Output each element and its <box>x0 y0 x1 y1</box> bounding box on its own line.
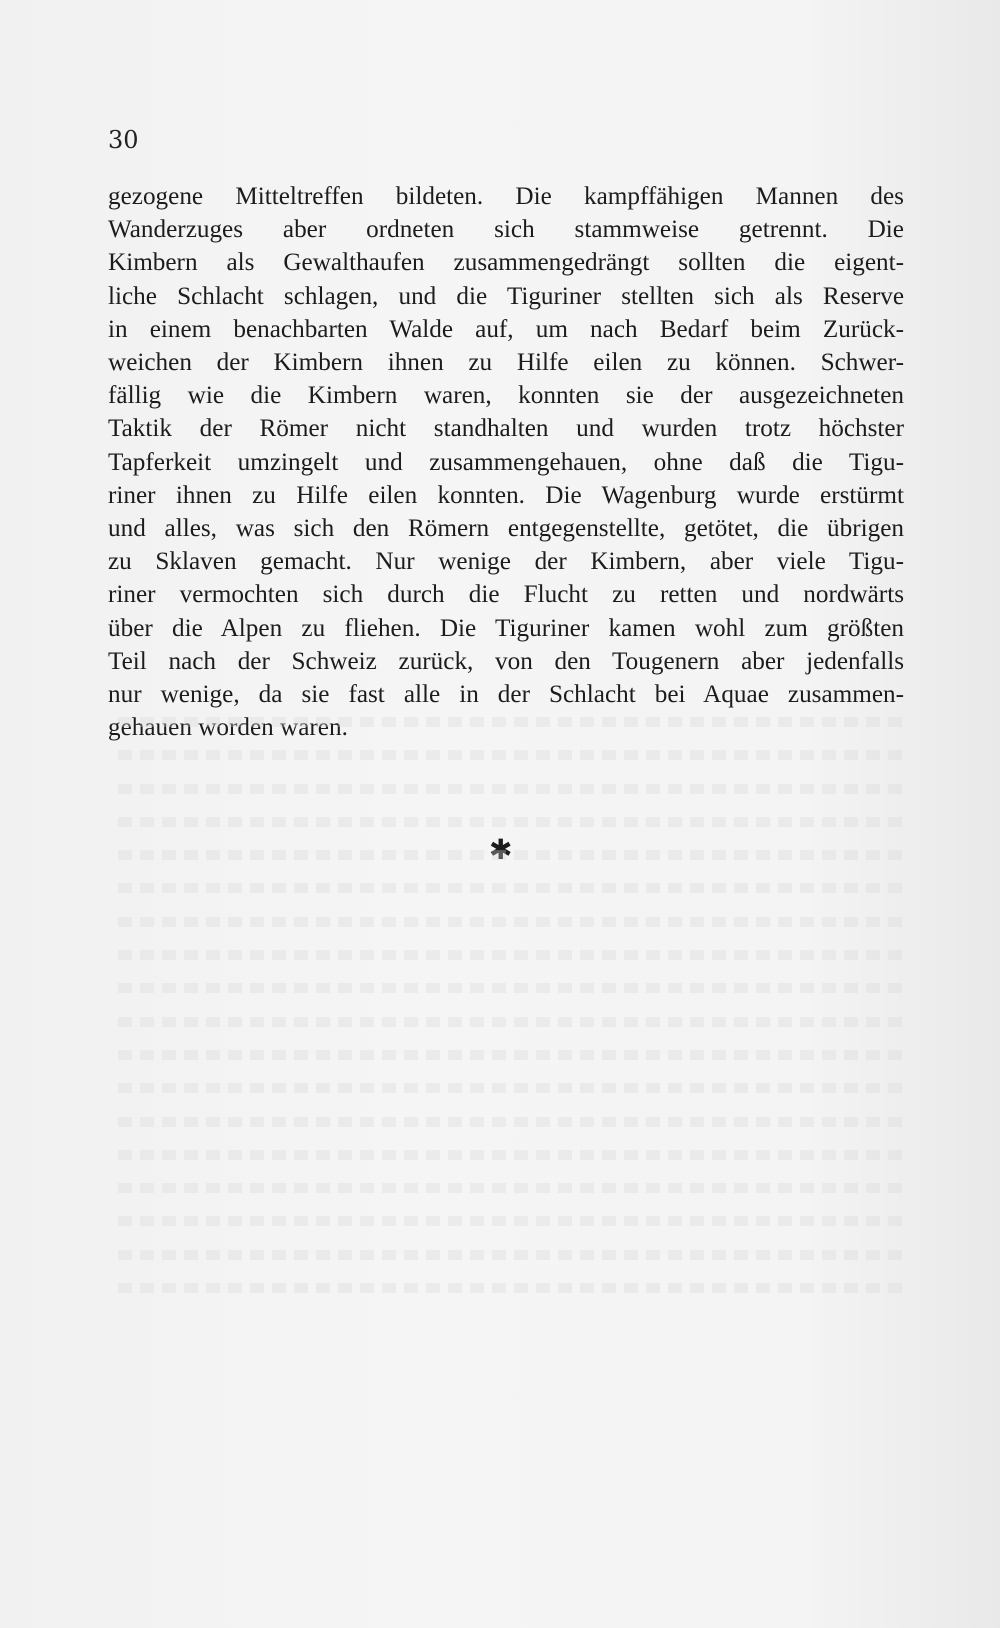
text-line: in einem benachbarten Walde auf, um nach Bedarf beim Zurück- <box>108 315 904 343</box>
text-line: weichen der Kimbern ihnen zu Hilfe eilen zu können. Schwer- <box>108 349 904 377</box>
body-paragraph <box>108 180 904 744</box>
text-line: fällig wie die Kimbern waren, konnten sie der ausgezeichneten <box>108 382 904 410</box>
bleed-through-texture <box>112 705 902 1304</box>
text-line: nur wenige, da sie fast alle in der Schlacht bei Aquae zusammen- <box>108 681 904 709</box>
text-line: riner ihnen zu Hilfe eilen konnten. Die Wagenburg wurde erstürmt <box>108 481 904 509</box>
text-line: Wanderzuges aber ordneten sich stammweise getrennt. Die <box>108 216 904 244</box>
text-line: Teil nach der Schweiz zurück, von den Tougenern aber jedenfalls <box>108 647 904 675</box>
text-line-last: gehauen worden waren. <box>108 714 348 742</box>
text-line: gezogene Mitteltreffen bildeten. Die kampffähigen Mannen des <box>108 183 904 210</box>
text-line: zu Sklaven gemacht. Nur wenige der Kimbern, aber viele Tigu- <box>108 548 904 576</box>
section-break-asterisk: ✱ <box>489 833 513 866</box>
text-line: Tapferkeit umzingelt und zusammengehauen, ohne daß die Tigu- <box>108 448 904 476</box>
text-line: über die Alpen zu fliehen. Die Tiguriner kamen wohl zum größten <box>108 614 904 642</box>
text-line: riner vermochten sich durch die Flucht zu retten und nordwärts <box>108 581 904 609</box>
page-number: 30 <box>108 126 139 154</box>
text-line: Taktik der Römer nicht standhalten und wurden trotz höchster <box>108 415 904 443</box>
text-line: Kimbern als Gewalthaufen zusammengedrängt sollten die eigent- <box>108 249 904 277</box>
text-line: und alles, was sich den Römern entgegenstellte, getötet, die übrigen <box>108 515 904 543</box>
text-line: liche Schlacht schlagen, und die Tiguriner stellten sich als Reserve <box>108 282 904 310</box>
